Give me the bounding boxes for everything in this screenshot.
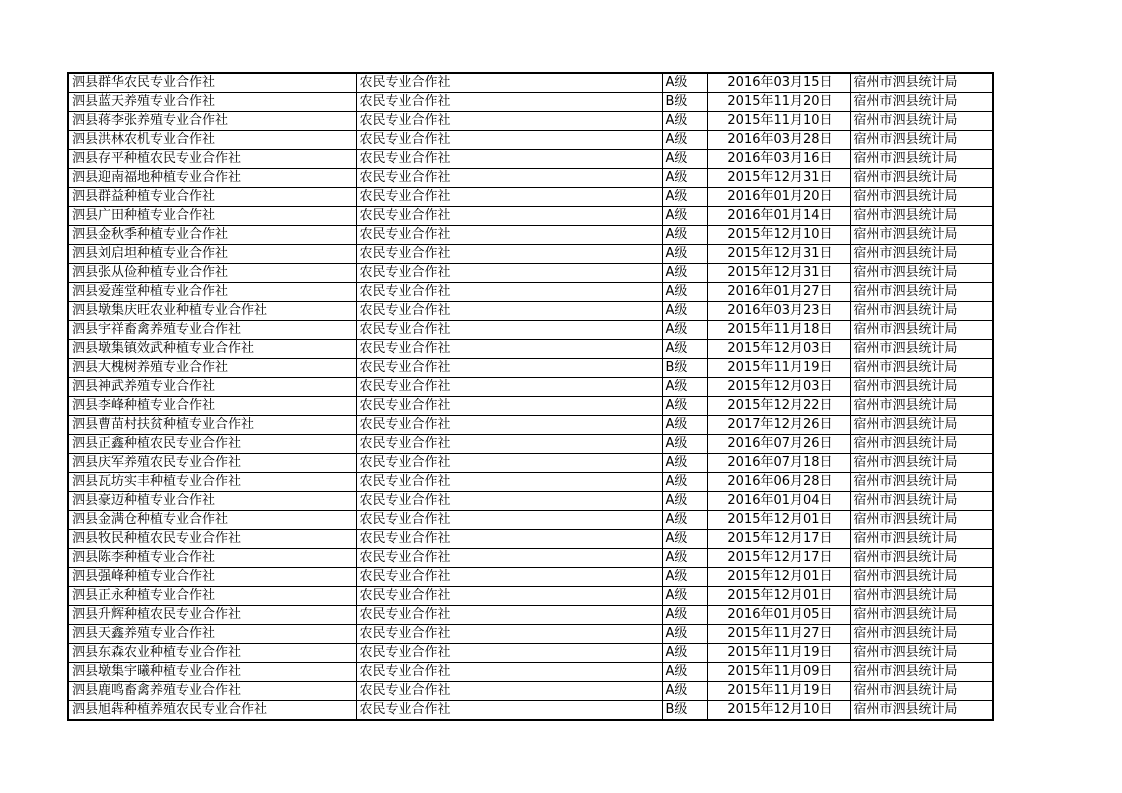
cell-rating-grade: B级 bbox=[662, 359, 707, 378]
cell-rating-date: 2015年12月31日 bbox=[707, 245, 850, 264]
cell-rating-grade: A级 bbox=[662, 302, 707, 321]
cell-rating-date: 2015年12月01日 bbox=[707, 568, 850, 587]
cell-cooperative-name: 泗县李峰种植专业合作社 bbox=[68, 397, 356, 416]
cell-rating-grade: A级 bbox=[662, 207, 707, 226]
cell-rating-date: 2015年12月01日 bbox=[707, 587, 850, 606]
cell-cooperative-name: 泗县豪迈种植专业合作社 bbox=[68, 492, 356, 511]
cell-rating-grade: A级 bbox=[662, 321, 707, 340]
cell-cooperative-name: 泗县东森农业种植专业合作社 bbox=[68, 644, 356, 663]
cell-rating-grade: A级 bbox=[662, 530, 707, 549]
cell-issuing-agency: 宿州市泗县统计局 bbox=[850, 701, 993, 721]
cell-issuing-agency: 宿州市泗县统计局 bbox=[850, 511, 993, 530]
cell-issuing-agency: 宿州市泗县统计局 bbox=[850, 264, 993, 283]
cell-rating-date: 2016年07月26日 bbox=[707, 435, 850, 454]
cell-issuing-agency: 宿州市泗县统计局 bbox=[850, 435, 993, 454]
cell-entity-type: 农民专业合作社 bbox=[356, 112, 662, 131]
cell-cooperative-name: 泗县爱莲堂种植专业合作社 bbox=[68, 283, 356, 302]
cell-issuing-agency: 宿州市泗县统计局 bbox=[850, 359, 993, 378]
table-row bbox=[68, 663, 993, 682]
cell-entity-type: 农民专业合作社 bbox=[356, 397, 662, 416]
cell-entity-type: 农民专业合作社 bbox=[356, 169, 662, 188]
cell-rating-grade: A级 bbox=[662, 226, 707, 245]
cell-cooperative-name: 泗县鹿鸣畜禽养殖专业合作社 bbox=[68, 682, 356, 701]
cell-entity-type: 农民专业合作社 bbox=[356, 150, 662, 169]
cell-entity-type: 农民专业合作社 bbox=[356, 131, 662, 150]
table-row bbox=[68, 340, 993, 359]
cell-cooperative-name: 泗县金秋季种植专业合作社 bbox=[68, 226, 356, 245]
cell-entity-type: 农民专业合作社 bbox=[356, 283, 662, 302]
cell-cooperative-name: 泗县蒋李张养殖专业合作社 bbox=[68, 112, 356, 131]
cell-rating-date: 2016年01月05日 bbox=[707, 606, 850, 625]
cell-issuing-agency: 宿州市泗县统计局 bbox=[850, 644, 993, 663]
cell-cooperative-name: 泗县存平种植农民专业合作社 bbox=[68, 150, 356, 169]
cell-issuing-agency: 宿州市泗县统计局 bbox=[850, 188, 993, 207]
cell-cooperative-name: 泗县宇祥畜禽养殖专业合作社 bbox=[68, 321, 356, 340]
cell-issuing-agency: 宿州市泗县统计局 bbox=[850, 473, 993, 492]
cell-rating-grade: A级 bbox=[662, 511, 707, 530]
cell-issuing-agency: 宿州市泗县统计局 bbox=[850, 112, 993, 131]
cell-rating-date: 2017年12月26日 bbox=[707, 416, 850, 435]
cell-entity-type: 农民专业合作社 bbox=[356, 226, 662, 245]
cell-entity-type: 农民专业合作社 bbox=[356, 587, 662, 606]
cell-rating-date: 2015年12月10日 bbox=[707, 701, 850, 721]
cell-issuing-agency: 宿州市泗县统计局 bbox=[850, 73, 993, 93]
cell-rating-date: 2015年11月20日 bbox=[707, 93, 850, 112]
table-row bbox=[68, 454, 993, 473]
table-row bbox=[68, 587, 993, 606]
cell-rating-date: 2015年11月19日 bbox=[707, 682, 850, 701]
cell-rating-grade: B级 bbox=[662, 701, 707, 721]
cell-rating-grade: A级 bbox=[662, 568, 707, 587]
cell-rating-grade: A级 bbox=[662, 625, 707, 644]
cell-cooperative-name: 泗县群华农民专业合作社 bbox=[68, 73, 356, 93]
cell-rating-date: 2016年01月20日 bbox=[707, 188, 850, 207]
cooperative-rating-table bbox=[67, 72, 994, 721]
cell-cooperative-name: 泗县群益种植专业合作社 bbox=[68, 188, 356, 207]
table-row bbox=[68, 701, 993, 721]
cell-rating-grade: A级 bbox=[662, 188, 707, 207]
table-row bbox=[68, 378, 993, 397]
table-row bbox=[68, 321, 993, 340]
cell-rating-grade: A级 bbox=[662, 73, 707, 93]
cell-issuing-agency: 宿州市泗县统计局 bbox=[850, 378, 993, 397]
cell-cooperative-name: 泗县瓦坊实丰种植专业合作社 bbox=[68, 473, 356, 492]
cell-cooperative-name: 泗县强峰种植专业合作社 bbox=[68, 568, 356, 587]
cell-rating-date: 2015年12月17日 bbox=[707, 549, 850, 568]
table-row bbox=[68, 644, 993, 663]
table-row bbox=[68, 302, 993, 321]
cell-entity-type: 农民专业合作社 bbox=[356, 568, 662, 587]
cell-cooperative-name: 泗县陈李种植专业合作社 bbox=[68, 549, 356, 568]
cell-cooperative-name: 泗县迎南福地种植专业合作社 bbox=[68, 169, 356, 188]
table-row bbox=[68, 207, 993, 226]
cell-issuing-agency: 宿州市泗县统计局 bbox=[850, 150, 993, 169]
cell-rating-date: 2015年11月27日 bbox=[707, 625, 850, 644]
cell-rating-grade: A级 bbox=[662, 682, 707, 701]
table-row bbox=[68, 264, 993, 283]
cell-entity-type: 农民专业合作社 bbox=[356, 625, 662, 644]
cell-rating-date: 2016年06月28日 bbox=[707, 473, 850, 492]
cell-cooperative-name: 泗县张从俭种植专业合作社 bbox=[68, 264, 356, 283]
cell-issuing-agency: 宿州市泗县统计局 bbox=[850, 492, 993, 511]
cell-rating-grade: A级 bbox=[662, 454, 707, 473]
cell-rating-grade: A级 bbox=[662, 169, 707, 188]
table-row bbox=[68, 112, 993, 131]
table-row bbox=[68, 169, 993, 188]
cell-rating-date: 2016年03月23日 bbox=[707, 302, 850, 321]
cell-issuing-agency: 宿州市泗县统计局 bbox=[850, 245, 993, 264]
cell-cooperative-name: 泗县金满仓种植专业合作社 bbox=[68, 511, 356, 530]
cell-rating-date: 2016年07月18日 bbox=[707, 454, 850, 473]
cell-cooperative-name: 泗县旭犇种植养殖农民专业合作社 bbox=[68, 701, 356, 721]
cell-entity-type: 农民专业合作社 bbox=[356, 530, 662, 549]
cell-rating-grade: A级 bbox=[662, 473, 707, 492]
table-row bbox=[68, 93, 993, 112]
cell-rating-grade: A级 bbox=[662, 644, 707, 663]
cell-issuing-agency: 宿州市泗县统计局 bbox=[850, 587, 993, 606]
table-row bbox=[68, 131, 993, 150]
cell-cooperative-name: 泗县蓝天养殖专业合作社 bbox=[68, 93, 356, 112]
cell-rating-date: 2015年11月10日 bbox=[707, 112, 850, 131]
cell-rating-date: 2015年12月03日 bbox=[707, 340, 850, 359]
table-row bbox=[68, 492, 993, 511]
cell-entity-type: 农民专业合作社 bbox=[356, 207, 662, 226]
cell-rating-grade: A级 bbox=[662, 150, 707, 169]
cell-rating-date: 2015年12月01日 bbox=[707, 511, 850, 530]
cell-rating-date: 2015年12月10日 bbox=[707, 226, 850, 245]
cell-entity-type: 农民专业合作社 bbox=[356, 245, 662, 264]
cell-rating-date: 2015年12月31日 bbox=[707, 264, 850, 283]
cell-rating-date: 2015年12月22日 bbox=[707, 397, 850, 416]
table-row bbox=[68, 568, 993, 587]
cell-cooperative-name: 泗县广田种植专业合作社 bbox=[68, 207, 356, 226]
cell-rating-grade: A级 bbox=[662, 397, 707, 416]
cell-rating-date: 2015年12月03日 bbox=[707, 378, 850, 397]
cell-entity-type: 农民专业合作社 bbox=[356, 321, 662, 340]
cell-entity-type: 农民专业合作社 bbox=[356, 492, 662, 511]
cell-rating-date: 2015年11月19日 bbox=[707, 644, 850, 663]
cell-issuing-agency: 宿州市泗县统计局 bbox=[850, 226, 993, 245]
table-row bbox=[68, 549, 993, 568]
cell-entity-type: 农民专业合作社 bbox=[356, 435, 662, 454]
table-row bbox=[68, 245, 993, 264]
cell-cooperative-name: 泗县牧民种植农民专业合作社 bbox=[68, 530, 356, 549]
cell-entity-type: 农民专业合作社 bbox=[356, 378, 662, 397]
cell-rating-grade: A级 bbox=[662, 340, 707, 359]
cell-entity-type: 农民专业合作社 bbox=[356, 606, 662, 625]
table-row bbox=[68, 73, 993, 93]
table-body bbox=[68, 73, 993, 720]
table-row bbox=[68, 473, 993, 492]
cell-rating-grade: A级 bbox=[662, 606, 707, 625]
cell-issuing-agency: 宿州市泗县统计局 bbox=[850, 397, 993, 416]
table-row bbox=[68, 150, 993, 169]
cell-entity-type: 农民专业合作社 bbox=[356, 264, 662, 283]
cell-entity-type: 农民专业合作社 bbox=[356, 73, 662, 93]
cell-entity-type: 农民专业合作社 bbox=[356, 663, 662, 682]
cell-entity-type: 农民专业合作社 bbox=[356, 454, 662, 473]
cell-rating-grade: A级 bbox=[662, 283, 707, 302]
cell-rating-grade: A级 bbox=[662, 264, 707, 283]
cell-entity-type: 农民专业合作社 bbox=[356, 359, 662, 378]
cell-entity-type: 农民专业合作社 bbox=[356, 188, 662, 207]
cell-cooperative-name: 泗县天鑫养殖专业合作社 bbox=[68, 625, 356, 644]
table-row bbox=[68, 416, 993, 435]
cell-issuing-agency: 宿州市泗县统计局 bbox=[850, 321, 993, 340]
table-row bbox=[68, 226, 993, 245]
table-row bbox=[68, 682, 993, 701]
cell-rating-date: 2015年11月09日 bbox=[707, 663, 850, 682]
cell-cooperative-name: 泗县洪林农机专业合作社 bbox=[68, 131, 356, 150]
table-row bbox=[68, 530, 993, 549]
cell-cooperative-name: 泗县庆军养殖农民专业合作社 bbox=[68, 454, 356, 473]
cell-rating-date: 2015年12月17日 bbox=[707, 530, 850, 549]
cell-entity-type: 农民专业合作社 bbox=[356, 701, 662, 721]
table-row bbox=[68, 435, 993, 454]
cell-issuing-agency: 宿州市泗县统计局 bbox=[850, 663, 993, 682]
cell-issuing-agency: 宿州市泗县统计局 bbox=[850, 682, 993, 701]
cell-rating-grade: B级 bbox=[662, 93, 707, 112]
cell-rating-grade: A级 bbox=[662, 131, 707, 150]
cell-cooperative-name: 泗县曹苗村扶贫种植专业合作社 bbox=[68, 416, 356, 435]
cell-rating-grade: A级 bbox=[662, 378, 707, 397]
cell-cooperative-name: 泗县升辉种植农民专业合作社 bbox=[68, 606, 356, 625]
cell-issuing-agency: 宿州市泗县统计局 bbox=[850, 454, 993, 473]
table-row bbox=[68, 359, 993, 378]
cell-issuing-agency: 宿州市泗县统计局 bbox=[850, 207, 993, 226]
cell-issuing-agency: 宿州市泗县统计局 bbox=[850, 606, 993, 625]
cell-rating-date: 2016年01月14日 bbox=[707, 207, 850, 226]
table-row bbox=[68, 283, 993, 302]
cell-entity-type: 农民专业合作社 bbox=[356, 644, 662, 663]
cell-issuing-agency: 宿州市泗县统计局 bbox=[850, 283, 993, 302]
cell-cooperative-name: 泗县大槐树养殖专业合作社 bbox=[68, 359, 356, 378]
table-row bbox=[68, 511, 993, 530]
cell-rating-date: 2016年03月28日 bbox=[707, 131, 850, 150]
cell-issuing-agency: 宿州市泗县统计局 bbox=[850, 302, 993, 321]
cell-issuing-agency: 宿州市泗县统计局 bbox=[850, 131, 993, 150]
cell-cooperative-name: 泗县正永种植专业合作社 bbox=[68, 587, 356, 606]
cell-entity-type: 农民专业合作社 bbox=[356, 302, 662, 321]
cell-rating-date: 2016年03月16日 bbox=[707, 150, 850, 169]
cell-cooperative-name: 泗县神武养殖专业合作社 bbox=[68, 378, 356, 397]
cell-issuing-agency: 宿州市泗县统计局 bbox=[850, 416, 993, 435]
cell-cooperative-name: 泗县墩集宇曦种植专业合作社 bbox=[68, 663, 356, 682]
cell-issuing-agency: 宿州市泗县统计局 bbox=[850, 549, 993, 568]
cell-rating-grade: A级 bbox=[662, 549, 707, 568]
cell-rating-date: 2015年11月18日 bbox=[707, 321, 850, 340]
cell-entity-type: 农民专业合作社 bbox=[356, 93, 662, 112]
table-row bbox=[68, 188, 993, 207]
cell-rating-grade: A级 bbox=[662, 245, 707, 264]
cell-rating-grade: A级 bbox=[662, 435, 707, 454]
cell-issuing-agency: 宿州市泗县统计局 bbox=[850, 169, 993, 188]
cell-entity-type: 农民专业合作社 bbox=[356, 511, 662, 530]
cell-rating-date: 2015年11月19日 bbox=[707, 359, 850, 378]
cell-cooperative-name: 泗县墩集庆旺农业种植专业合作社 bbox=[68, 302, 356, 321]
cell-entity-type: 农民专业合作社 bbox=[356, 340, 662, 359]
cell-rating-date: 2016年01月27日 bbox=[707, 283, 850, 302]
table-row bbox=[68, 606, 993, 625]
cell-issuing-agency: 宿州市泗县统计局 bbox=[850, 568, 993, 587]
cell-issuing-agency: 宿州市泗县统计局 bbox=[850, 530, 993, 549]
cell-issuing-agency: 宿州市泗县统计局 bbox=[850, 93, 993, 112]
cell-rating-date: 2016年01月04日 bbox=[707, 492, 850, 511]
table-row bbox=[68, 397, 993, 416]
cell-rating-grade: A级 bbox=[662, 663, 707, 682]
cell-entity-type: 农民专业合作社 bbox=[356, 416, 662, 435]
cell-cooperative-name: 泗县墩集镇效武种植专业合作社 bbox=[68, 340, 356, 359]
cell-entity-type: 农民专业合作社 bbox=[356, 549, 662, 568]
table-row bbox=[68, 625, 993, 644]
cell-rating-grade: A级 bbox=[662, 112, 707, 131]
cell-issuing-agency: 宿州市泗县统计局 bbox=[850, 340, 993, 359]
cell-rating-date: 2016年03月15日 bbox=[707, 73, 850, 93]
cell-rating-grade: A级 bbox=[662, 416, 707, 435]
cell-issuing-agency: 宿州市泗县统计局 bbox=[850, 625, 993, 644]
cell-entity-type: 农民专业合作社 bbox=[356, 682, 662, 701]
cell-entity-type: 农民专业合作社 bbox=[356, 473, 662, 492]
cell-cooperative-name: 泗县刘启坦种植专业合作社 bbox=[68, 245, 356, 264]
cell-rating-grade: A级 bbox=[662, 492, 707, 511]
cell-rating-grade: A级 bbox=[662, 587, 707, 606]
cell-cooperative-name: 泗县正鑫种植农民专业合作社 bbox=[68, 435, 356, 454]
cell-rating-date: 2015年12月31日 bbox=[707, 169, 850, 188]
